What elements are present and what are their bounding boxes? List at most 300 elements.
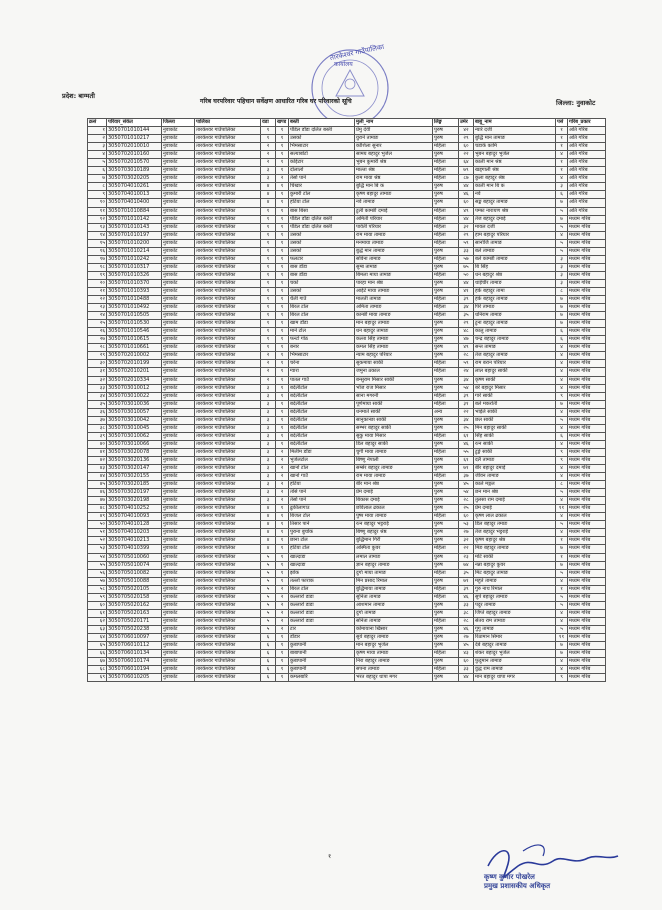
- table-row: [88, 312, 606, 320]
- table-cell: मध्यम गरिब: [568, 392, 606, 400]
- table-cell: नुवाकोट: [162, 529, 195, 537]
- table-cell: ४: [556, 368, 568, 376]
- table-cell: ५: [261, 585, 276, 593]
- table-cell: १: [276, 666, 289, 674]
- table-row: [88, 569, 606, 577]
- table-row: [88, 489, 606, 497]
- table-cell: नर्वे: [474, 191, 556, 199]
- table-cell: तारकेश्वर गाउँपालिका: [195, 151, 261, 159]
- table-cell: नुवाकोट: [162, 368, 195, 376]
- table-cell: ४: [556, 666, 568, 674]
- table-cell: छाना टोल: [289, 537, 355, 545]
- table-cell: नुवाकोट: [162, 271, 195, 279]
- table-cell: १: [276, 207, 289, 215]
- table-row: [88, 513, 606, 521]
- table-cell: मध्यम गरिब: [568, 215, 606, 223]
- table-cell: ३३: [459, 247, 474, 255]
- table-cell: सुपे बहादुर तामाङ: [474, 593, 556, 601]
- table-cell: २: [261, 360, 276, 368]
- table-cell: १: [556, 553, 568, 561]
- column-header: वडा: [261, 119, 276, 127]
- table-cell: ४३: [88, 465, 107, 473]
- table-cell: मध्यम गरिब: [568, 352, 606, 360]
- table-row: [88, 320, 606, 328]
- column-header: खण्ड: [276, 119, 289, 127]
- table-cell: कोमायाना खिसार: [355, 625, 433, 633]
- table-cell: २०: [88, 279, 107, 287]
- table-cell: माने टोल: [289, 328, 355, 336]
- title-suffix: आधारित गरिब घर परिवारको सूचि: [275, 98, 352, 105]
- table-cell: २१: [88, 287, 107, 295]
- table-cell: सिंह साकी: [474, 432, 556, 440]
- table-cell: पुरुष: [433, 497, 459, 505]
- table-cell: ३९: [459, 392, 474, 400]
- table-cell: मध्यम गरिब: [568, 448, 606, 456]
- table-cell: 3050706010194: [107, 666, 162, 674]
- table-cell: तारकेश्वर गाउँपालिका: [195, 263, 261, 271]
- table-cell: २: [88, 135, 107, 143]
- table-cell: १: [276, 304, 289, 312]
- table-cell: कमलबारि: [289, 674, 355, 682]
- seal-text: तारकेश्वर गाउँपालिका: [329, 42, 385, 63]
- table-row: [88, 481, 606, 489]
- table-cell: 3050705010088: [107, 577, 162, 585]
- table-cell: 3050703010022: [107, 392, 162, 400]
- signatory-title: प्रमुख प्रशासकीय अधिकृत: [484, 882, 551, 890]
- table-cell: नुवाकोट: [162, 255, 195, 263]
- table-cell: १: [276, 400, 289, 408]
- table-row: [88, 658, 606, 666]
- table-cell: १: [276, 296, 289, 304]
- table-cell: ६: [261, 666, 276, 674]
- table-cell: कृष्ण साकी: [474, 376, 556, 384]
- table-cell: नुवाकोट: [162, 199, 195, 207]
- table-cell: तारकेश्वर गाउँपालिका: [195, 513, 261, 521]
- table-cell: मान बहादुर तामाङ: [355, 320, 433, 328]
- table-cell: नुवाकोट: [162, 424, 195, 432]
- table-cell: १०: [88, 199, 107, 207]
- table-cell: ३: [88, 143, 107, 151]
- table-cell: महिला: [433, 432, 459, 440]
- table-cell: 3050701010488: [107, 296, 162, 304]
- table-cell: 3050701010661: [107, 344, 162, 352]
- table-cell: नुवाकोट: [162, 151, 195, 159]
- table-cell: छन मान श्रेष्ठ: [474, 489, 556, 497]
- table-cell: २५: [459, 505, 474, 513]
- table-cell: 3050703010189: [107, 167, 162, 175]
- table-cell: ५: [556, 593, 568, 601]
- table-cell: ३: [261, 473, 276, 481]
- table-cell: सुकमाया साकी: [355, 360, 433, 368]
- column-header: लिङ्ग: [433, 119, 459, 127]
- table-cell: ६: [556, 191, 568, 199]
- table-cell: मध्यम गरिब: [568, 408, 606, 416]
- table-row: [88, 473, 606, 481]
- table-cell: डिल बहादुर साकी: [355, 440, 433, 448]
- table-cell: ४२: [88, 456, 107, 464]
- table-cell: मध्यम गरिब: [568, 400, 606, 408]
- table-cell: ५९: [88, 593, 107, 601]
- table-cell: ५: [556, 521, 568, 529]
- table-cell: ४: [556, 658, 568, 666]
- table-cell: साना मगरनी: [355, 392, 433, 400]
- table-cell: ३३: [459, 601, 474, 609]
- table-cell: ढुकीलागाउ: [289, 505, 355, 513]
- table-cell: मध्यम गरिब: [568, 505, 606, 513]
- table-cell: ८: [556, 287, 568, 295]
- table-cell: १९: [88, 271, 107, 279]
- table-cell: २: [276, 617, 289, 625]
- table-cell: कल्लारो डाडा: [289, 601, 355, 609]
- table-cell: नुवाकोट: [162, 585, 195, 593]
- table-cell: ३५: [88, 400, 107, 408]
- table-cell: १: [276, 392, 289, 400]
- table-cell: ३८: [459, 609, 474, 617]
- table-row: [88, 505, 606, 513]
- table-cell: 3050701010143: [107, 223, 162, 231]
- table-cell: अति गरिब: [568, 199, 606, 207]
- table-cell: नुवाकोट: [162, 465, 195, 473]
- table-cell: १: [276, 658, 289, 666]
- table-cell: ३: [556, 271, 568, 279]
- table-cell: ४: [261, 199, 276, 207]
- table-cell: ४२: [459, 127, 474, 135]
- table-row: [88, 593, 606, 601]
- table-cell: मध्यम गरिब: [568, 497, 606, 505]
- table-cell: १: [276, 384, 289, 392]
- table-cell: महिला: [433, 593, 459, 601]
- column-header: उमेर: [459, 119, 474, 127]
- table-cell: प्रेम दमाई: [355, 489, 433, 497]
- table-cell: ४: [261, 513, 276, 521]
- table-cell: हाम बहादुर परियार: [474, 231, 556, 239]
- table-cell: ४: [556, 497, 568, 505]
- table-row: [88, 376, 606, 384]
- table-cell: पुरुष: [433, 376, 459, 384]
- table-cell: 3050703020136: [107, 456, 162, 464]
- table-cell: पुरुष: [433, 465, 459, 473]
- table-cell: काली मान बि क: [474, 183, 556, 191]
- table-cell: 3050702010201: [107, 368, 162, 376]
- table-cell: महिला: [433, 159, 459, 167]
- table-row: [88, 167, 606, 175]
- table-cell: ४: [556, 175, 568, 183]
- table-cell: 3050701010217: [107, 135, 162, 143]
- table-cell: १५: [88, 239, 107, 247]
- table-cell: १: [556, 127, 568, 135]
- table-cell: भरत बहादुर थापा मगर: [355, 674, 433, 682]
- table-cell: 3050705020171: [107, 617, 162, 625]
- table-cell: तारकेश्वर गाउँपालिका: [195, 127, 261, 135]
- table-row: [88, 601, 606, 609]
- table-cell: नुवाकोट: [162, 376, 195, 384]
- table-cell: हर्क बहादुर तामाङ: [474, 296, 556, 304]
- table-cell: नुवाकोट: [162, 247, 195, 255]
- table-row: [88, 231, 606, 239]
- table-cell: १: [276, 223, 289, 231]
- table-cell: धनमाते साकी: [355, 408, 433, 416]
- table-cell: अति गरिब: [568, 127, 606, 135]
- table-cell: कृष्ण लाल ढकाल: [474, 513, 556, 521]
- table-cell: ४०: [88, 440, 107, 448]
- table-cell: ३९: [459, 585, 474, 593]
- table-cell: १: [276, 577, 289, 585]
- table-cell: बिष्णु बहादुर श्रेष्ठ: [355, 529, 433, 537]
- table-cell: धनिराम तामाङ: [474, 312, 556, 320]
- table-cell: २४: [459, 368, 474, 376]
- table-cell: न्याम बहादुर परियार: [355, 352, 433, 360]
- table-cell: राम बरान परियार: [474, 360, 556, 368]
- table-row: [88, 465, 606, 473]
- table-cell: १: [88, 127, 107, 135]
- table-cell: 3050701010615: [107, 336, 162, 344]
- table-cell: नुवाकोट: [162, 231, 195, 239]
- table-cell: नुवाकोट: [162, 167, 195, 175]
- table-cell: महिला: [433, 569, 459, 577]
- table-cell: मध्यम गरिब: [568, 336, 606, 344]
- table-cell: तारकेश्वर गाउँपालिका: [195, 143, 261, 151]
- table-row: [88, 143, 606, 151]
- table-cell: मध्यम गरिब: [568, 529, 606, 537]
- table-cell: १: [276, 424, 289, 432]
- table-cell: 3050703010042: [107, 416, 162, 424]
- table-cell: पुरुष: [433, 529, 459, 537]
- table-cell: २: [276, 473, 289, 481]
- table-cell: पुरुष: [433, 287, 459, 295]
- table-cell: मध्यम गरिब: [568, 553, 606, 561]
- table-cell: तारकेश्वर गाउँपालिका: [195, 481, 261, 489]
- table-cell: कल्लारो डाडा: [289, 609, 355, 617]
- table-row: [88, 384, 606, 392]
- table-cell: तारकेश्वर गाउँपालिका: [195, 650, 261, 658]
- table-cell: २: [261, 376, 276, 384]
- table-cell: देबे बहादुर तामाङ: [474, 642, 556, 650]
- table-cell: नुवाकोट: [162, 239, 195, 247]
- table-cell: पुरुष: [433, 199, 459, 207]
- table-cell: तारकेश्वर गाउँपालिका: [195, 585, 261, 593]
- table-cell: ५०: [459, 271, 474, 279]
- table-cell: ५: [556, 207, 568, 215]
- table-cell: कल्लारो डाडा: [289, 593, 355, 601]
- table-cell: ४: [556, 360, 568, 368]
- table-cell: महिला: [433, 296, 459, 304]
- table-cell: बरे बहादुर मिसार: [474, 384, 556, 392]
- table-cell: 3050704010093: [107, 513, 162, 521]
- table-cell: मध्यम गरिब: [568, 384, 606, 392]
- page-title: [200, 96, 352, 105]
- table-cell: ४: [556, 465, 568, 473]
- table-cell: नुवाकोट: [162, 456, 195, 464]
- table-cell: प्रेम दमाई: [474, 505, 556, 513]
- table-cell: ३: [261, 465, 276, 473]
- table-cell: मिलीम डाँडा: [289, 448, 355, 456]
- table-cell: तुलसा राम दमाई: [474, 497, 556, 505]
- table-cell: १: [276, 513, 289, 521]
- table-cell: 3050703020147: [107, 465, 162, 473]
- signatory-block: [484, 873, 550, 891]
- table-cell: तारकेश्वर गाउँपालिका: [195, 432, 261, 440]
- table-cell: ५४: [459, 384, 474, 392]
- table-cell: ६०: [88, 601, 107, 609]
- table-cell: पुरुष: [433, 344, 459, 352]
- table-cell: बले मकरोती: [474, 400, 556, 408]
- table-cell: १: [276, 312, 289, 320]
- table-cell: तारकेश्वर गाउँपालिका: [195, 239, 261, 247]
- table-cell: मध्यम गरिब: [568, 650, 606, 658]
- table-cell: ७: [556, 545, 568, 553]
- table-cell: २७: [459, 529, 474, 537]
- table-row: [88, 416, 606, 424]
- table-cell: खड्गाली श्रेष्ठ: [474, 167, 556, 175]
- table-cell: ४६: [459, 440, 474, 448]
- table-cell: ९: [556, 456, 568, 464]
- table-cell: ५: [261, 625, 276, 633]
- table-cell: मध्यम गरिब: [568, 577, 606, 585]
- table-cell: २: [261, 159, 276, 167]
- signatory-name: कृष्ण कुमार पोखरेल: [484, 873, 535, 881]
- table-cell: १: [276, 368, 289, 376]
- table-cell: मध्यम गरिब: [568, 344, 606, 352]
- table-cell: तारकेश्वर गाउँपालिका: [195, 601, 261, 609]
- table-cell: ६४: [88, 634, 107, 642]
- table-cell: बुद्धि मान बि क: [355, 183, 433, 191]
- table-cell: 3050702010160: [107, 151, 162, 159]
- table-cell: मध्यम गरिब: [568, 625, 606, 633]
- table-cell: पूर्णमाया साकी: [355, 400, 433, 408]
- table-cell: नुवाकोट: [162, 642, 195, 650]
- table-cell: धन बहादुर तामाङ: [355, 328, 433, 336]
- table-cell: कृष्ण माया तामाङ: [355, 650, 433, 658]
- column-header: बाबु_नाम: [474, 119, 556, 127]
- table-cell: मध्यम गरिब: [568, 465, 606, 473]
- table-cell: पुरुष: [433, 505, 459, 513]
- table-cell: १: [276, 674, 289, 682]
- table-cell: पुरुष: [433, 328, 459, 336]
- table-cell: तारकेश्वर गाउँपालिका: [195, 199, 261, 207]
- table-cell: २: [276, 175, 289, 183]
- table-cell: नुवाकोट: [162, 392, 195, 400]
- table-cell: ४: [556, 352, 568, 360]
- table-cell: 3050703020185: [107, 481, 162, 489]
- table-cell: तारकेश्वर गाउँपालिका: [195, 408, 261, 416]
- table-cell: ६: [556, 336, 568, 344]
- table-cell: सानुकान्छा साकी: [355, 416, 433, 424]
- table-cell: १: [276, 255, 289, 263]
- table-cell: ५: [556, 239, 568, 247]
- table-cell: १: [261, 320, 276, 328]
- table-cell: ६५: [88, 642, 107, 650]
- table-cell: २: [261, 143, 276, 151]
- table-cell: 3050701010144: [107, 127, 162, 135]
- table-cell: 3050706010174: [107, 658, 162, 666]
- table-cell: ४: [556, 473, 568, 481]
- table-header-row: [88, 119, 606, 127]
- table-cell: मध्यम गरिब: [568, 545, 606, 553]
- table-cell: ६८: [88, 666, 107, 674]
- table-cell: १: [261, 328, 276, 336]
- table-cell: ग्वारा: [289, 368, 355, 376]
- table-cell: महिला: [433, 207, 459, 215]
- table-cell: पार्वती परियार: [355, 223, 433, 231]
- table-cell: ३७: [459, 473, 474, 481]
- table-cell: अति गरिब: [568, 159, 606, 167]
- table-cell: मध्यम गरिब: [568, 360, 606, 368]
- table-row: [88, 135, 606, 143]
- table-cell: तारकेश्वर गाउँपालिका: [195, 674, 261, 682]
- table-cell: नुवाकोट: [162, 625, 195, 633]
- table-row: [88, 432, 606, 440]
- table-cell: तारकेश्वर गाउँपालिका: [195, 304, 261, 312]
- table-cell: कल्लारो डाडा: [289, 617, 355, 625]
- table-cell: बिरल टोल: [289, 304, 355, 312]
- table-cell: तारकेश्वर गाउँपालिका: [195, 376, 261, 384]
- table-cell: महिला: [433, 585, 459, 593]
- table-cell: बदेलीटोल: [289, 432, 355, 440]
- table-cell: महिला: [433, 239, 459, 247]
- table-cell: मिङ बहादुर तामाङ: [474, 545, 556, 553]
- table-cell: १: [261, 279, 276, 287]
- table-cell: ११: [556, 505, 568, 513]
- table-cell: ७: [556, 400, 568, 408]
- table-row: [88, 191, 606, 199]
- table-cell: तारकेश्वर गाउँपालिका: [195, 617, 261, 625]
- table-cell: २५: [459, 424, 474, 432]
- table-cell: १: [276, 263, 289, 271]
- table-cell: ४: [261, 183, 276, 191]
- table-cell: ३२: [88, 376, 107, 384]
- table-cell: तारकेश्वर गाउँपालिका: [195, 666, 261, 674]
- table-cell: २: [261, 368, 276, 376]
- table-cell: ५: [261, 617, 276, 625]
- table-cell: मध्यम गरिब: [568, 432, 606, 440]
- table-cell: २५: [88, 320, 107, 328]
- table-cell: १: [261, 271, 276, 279]
- table-cell: ४६: [88, 489, 107, 497]
- table-cell: 3050705020238: [107, 625, 162, 633]
- table-cell: चडाके कामि: [474, 143, 556, 151]
- table-cell: १: [556, 143, 568, 151]
- table-cell: ३२: [459, 537, 474, 545]
- table-cell: पुष्प माया तामाङ: [355, 513, 433, 521]
- table-cell: राम माया तामाङ: [355, 231, 433, 239]
- table-cell: ४९: [459, 344, 474, 352]
- table-cell: मायल दर्जी: [474, 223, 556, 231]
- table-cell: 3050701010884: [107, 207, 162, 215]
- table-cell: 3050706010112: [107, 642, 162, 650]
- table-cell: ४: [88, 151, 107, 159]
- table-cell: तारकेश्वर गाउँपालिका: [195, 634, 261, 642]
- table-cell: मध्यम गरिब: [568, 634, 606, 642]
- table-cell: २: [276, 465, 289, 473]
- table-cell: ३०: [88, 360, 107, 368]
- table-cell: 3050702010570: [107, 159, 162, 167]
- table-row: [88, 634, 606, 642]
- table-cell: २८: [459, 497, 474, 505]
- table-cell: ४४: [459, 279, 474, 287]
- table-cell: तारकेश्वर गाउँपालिका: [195, 296, 261, 304]
- table-cell: उसको: [289, 287, 355, 295]
- table-cell: 3050701010492: [107, 304, 162, 312]
- table-cell: अति गरिब: [568, 207, 606, 215]
- table-cell: भुबन बहादुर भुजेल: [474, 151, 556, 159]
- table-cell: नुवाकोट: [162, 416, 195, 424]
- table-cell: ३: [261, 408, 276, 416]
- table-cell: वुद्ध राम तामाङ: [474, 666, 556, 674]
- table-cell: तारकेश्वर गाउँपालिका: [195, 658, 261, 666]
- table-cell: नुवाकोट: [162, 497, 195, 505]
- table-cell: ३४: [459, 416, 474, 424]
- table-cell: २३: [88, 304, 107, 312]
